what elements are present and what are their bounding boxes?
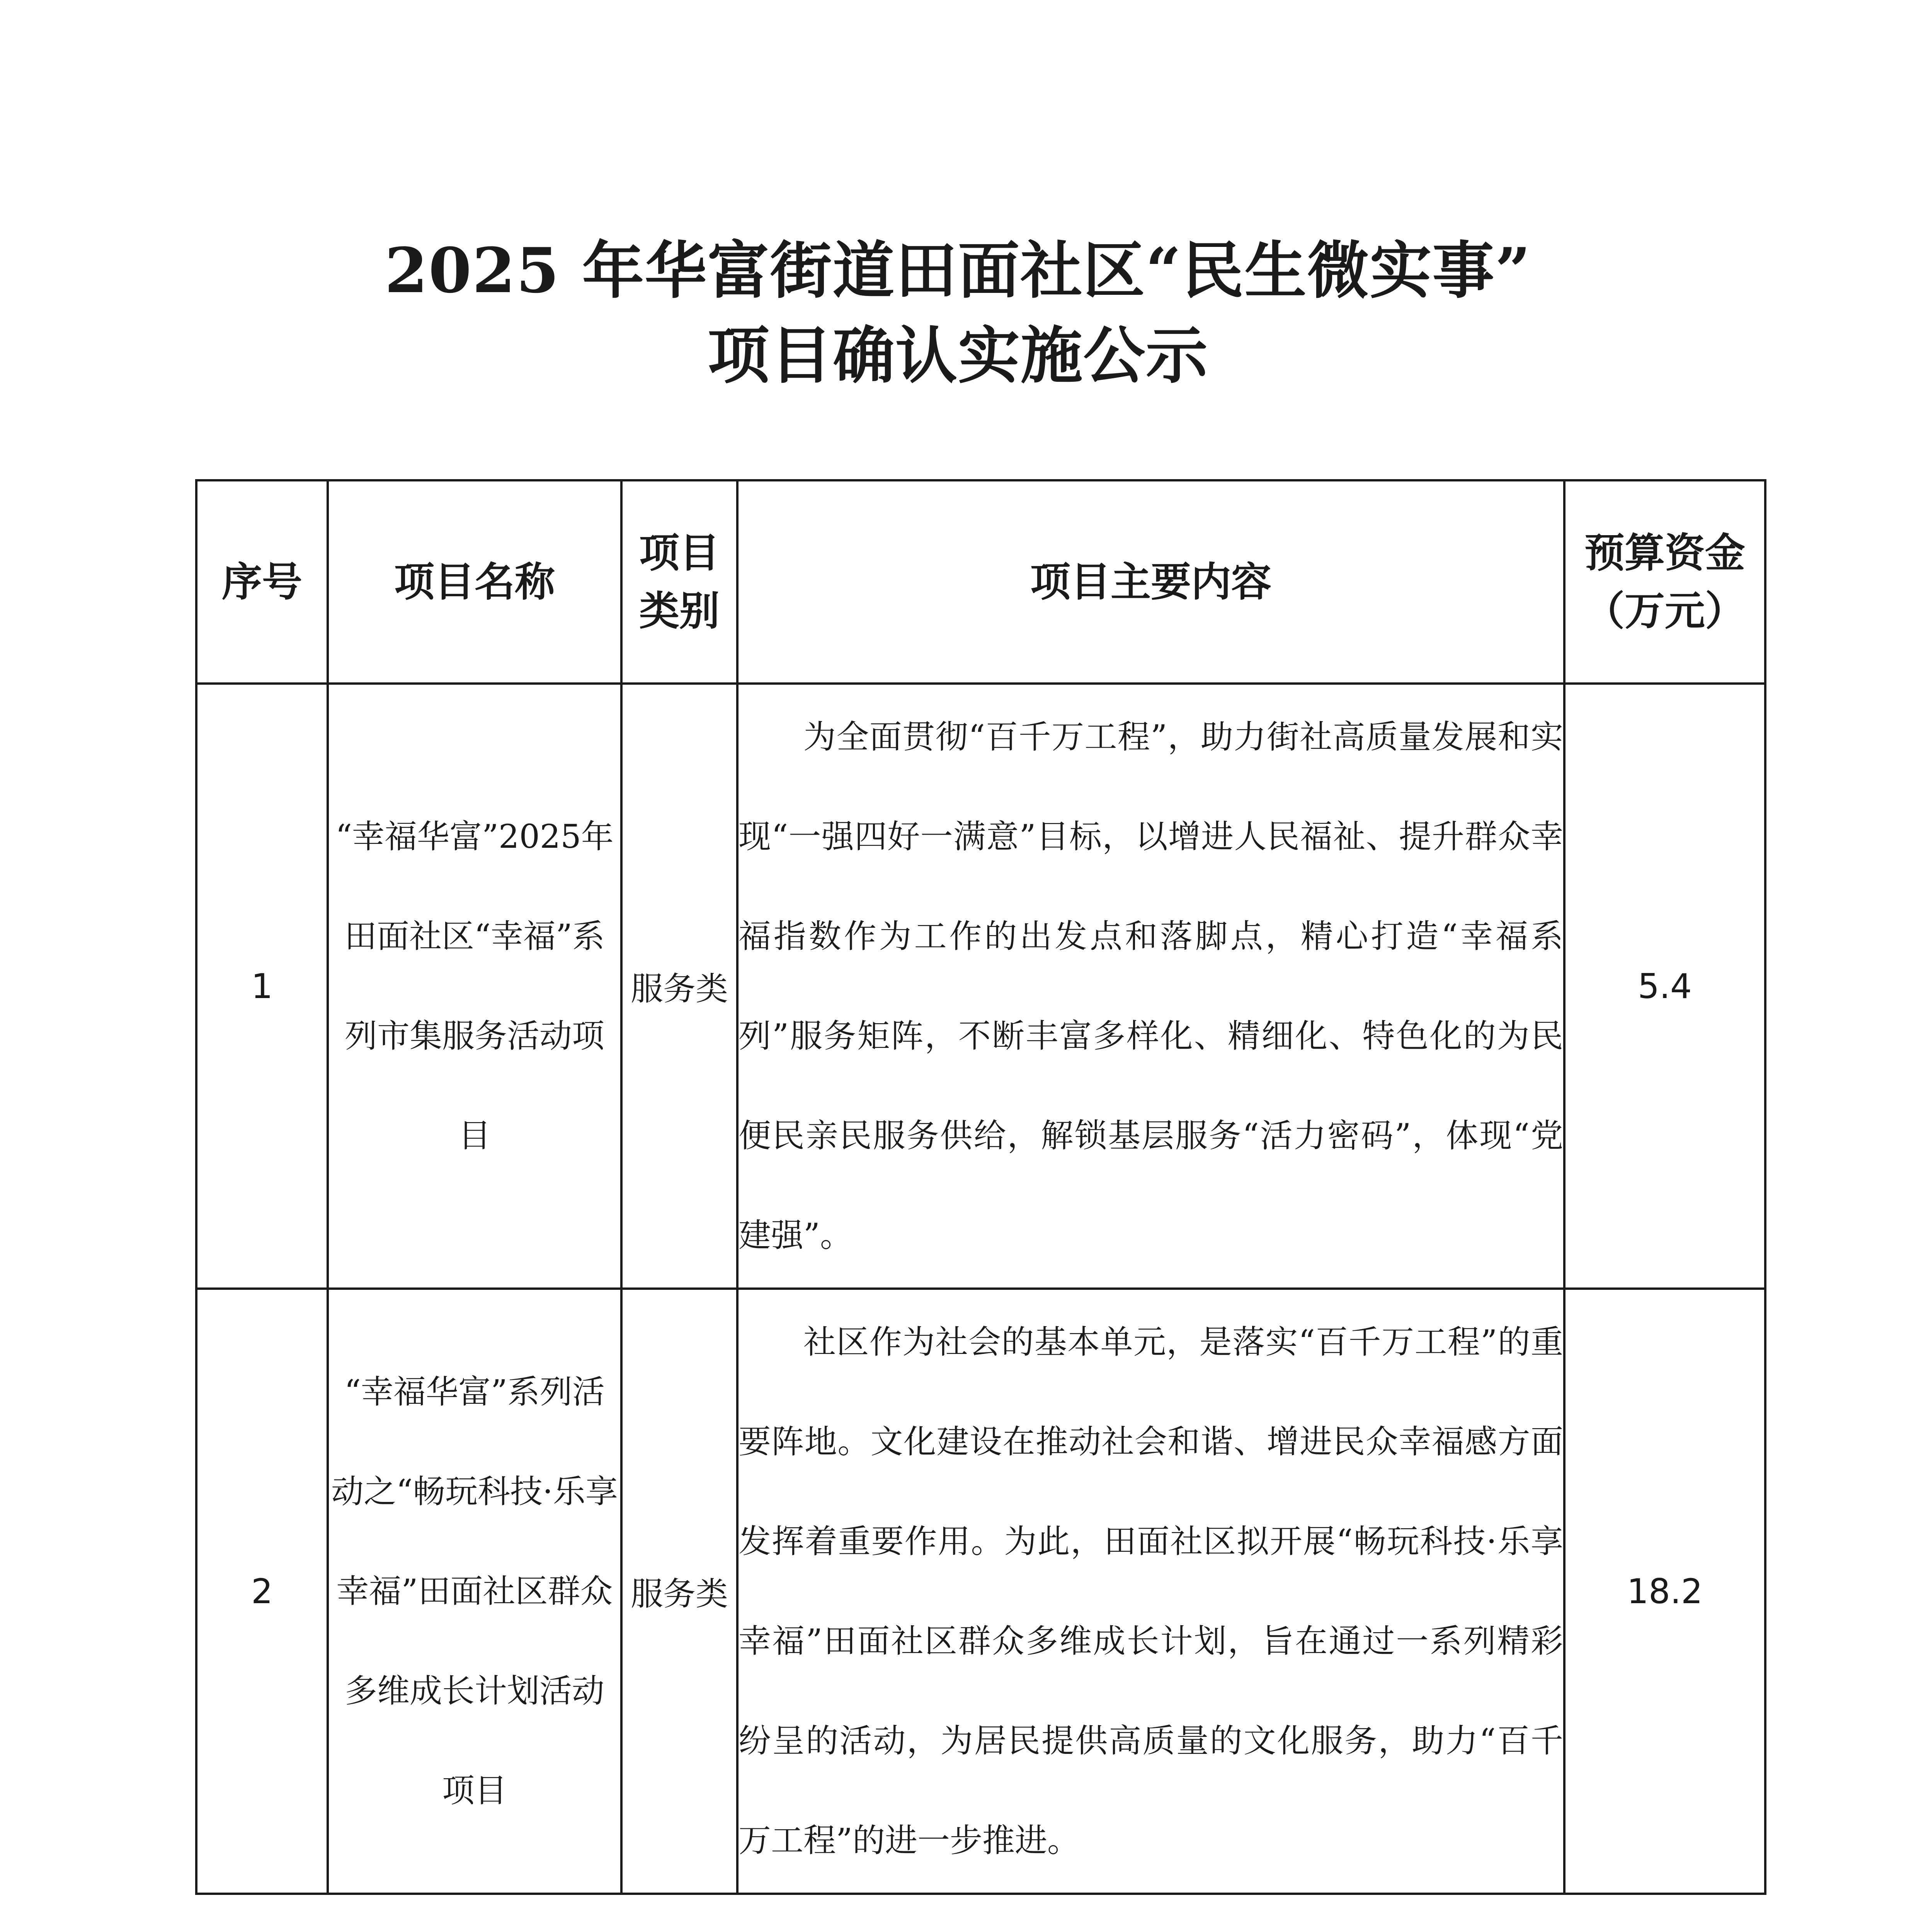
- table-header-row: [196, 480, 1765, 684]
- project-table: [195, 479, 1766, 1895]
- header-category-line2: 类别: [639, 587, 720, 634]
- header-budget-line2: （万元）: [1584, 587, 1745, 634]
- row-content: 为全面贯彻“百千万工程”，助力街社高质量发展和实现“一强四好一满意”目标，以增进人民福祉、提升群众幸福指数作为工作的出发点和落脚点，精心打造“幸福系列”服务矩阵，不断丰富多样化、精细化、特色化的为民便民亲民服务供给，解锁基层服务“活力密码”，体现“党建强”。: [737, 684, 1564, 1289]
- header-name: 项目名称: [328, 480, 621, 684]
- row-category: 服务类: [621, 1289, 737, 1894]
- header-seq: 序号: [196, 480, 328, 684]
- row-seq: 2: [196, 1289, 328, 1894]
- header-budget-line1: 预算资金: [1584, 529, 1745, 577]
- header-content: 项目主要内容: [737, 480, 1564, 684]
- row-seq: 1: [196, 684, 328, 1289]
- row-name: “幸福华富”系列活动之“畅玩科技·乐享幸福”田面社区群众多维成长计划活动项目: [328, 1289, 621, 1894]
- page-title-line1: 2025 年华富街道田面社区“民生微实事”: [385, 234, 1531, 307]
- table-row: [196, 1289, 1765, 1894]
- table-row: [196, 684, 1765, 1289]
- header-budget: [1564, 480, 1765, 684]
- row-budget: 5.4: [1564, 684, 1765, 1289]
- row-name: “幸福华富”2025年田面社区“幸福”系列市集服务活动项目: [328, 684, 621, 1289]
- header-category: [621, 480, 737, 684]
- page-title-line2: 项目确认实施公示: [707, 319, 1208, 392]
- row-content: 社区作为社会的基本单元，是落实“百千万工程”的重要阵地。文化建设在推动社会和谐、增进民众幸福感方面发挥着重要作用。为此，田面社区拟开展“畅玩科技·乐享幸福”田面社区群众多维成长计划，旨在通过一系列精彩纷呈的活动，为居民提供高质量的文化服务，助力“百千万工程”的进一步推进。: [737, 1289, 1564, 1894]
- header-category-line1: 项目: [639, 529, 720, 577]
- row-category: 服务类: [621, 684, 737, 1289]
- row-budget: 18.2: [1564, 1289, 1765, 1894]
